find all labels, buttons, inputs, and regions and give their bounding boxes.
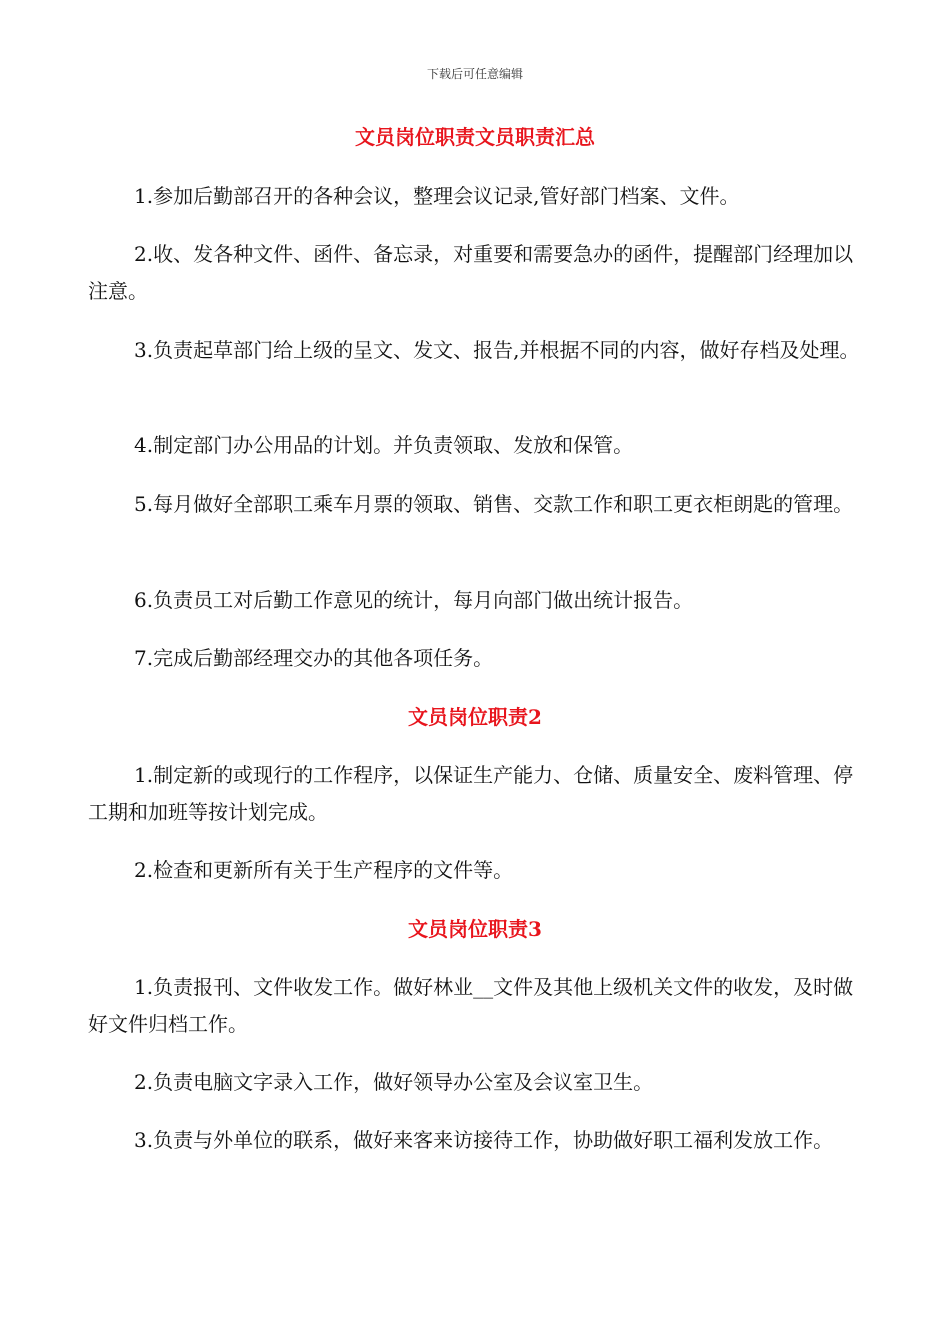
section-1-item-4: 4.制定部门办公用品的计划。并负责领取、发放和保管。 [134, 433, 634, 457]
section-2-item-2: 2.检查和更新所有关于生产程序的文件等。 [134, 858, 514, 882]
section-2-item-1: 1.制定新的或现行的工作程序，以保证生产能力、仓储、质量安全、废料管理、停工期和加班等按计划完成。 [88, 763, 854, 824]
section-title-3: 文员岗位职责3 [408, 917, 542, 941]
section-1-item-3: 3.负责起草部门给上级的呈文、发文、报告,并根据不同的内容，做好存档及处理。 [134, 338, 860, 362]
section-1-item-5: 5.每月做好全部职工乘车月票的领取、销售、交款工作和职工更衣柜朗匙的管理。 [134, 492, 854, 516]
section-title-1: 文员岗位职责文员职责汇总 [355, 125, 595, 149]
section-1-item-7: 7.完成后勤部经理交办的其他各项任务。 [134, 646, 494, 670]
section-1-item-1: 1.参加后勤部召开的各种会议，整理会议记录,管好部门档案、文件。 [134, 184, 740, 208]
section-3-item-3: 3.负责与外单位的联系，做好来客来访接待工作，协助做好职工福利发放工作。 [134, 1128, 834, 1152]
section-1-item-2: 2.收、发各种文件、函件、备忘录，对重要和需要急办的函件，提醒部门经理加以注意。 [88, 242, 854, 303]
section-1-item-6: 6.负责员工对后勤工作意见的统计，每月向部门做出统计报告。 [134, 588, 694, 612]
section-3-item-1: 1.负责报刊、文件收发工作。做好林业__文件及其他上级机关文件的收发，及时做好文件归档工作。 [88, 975, 854, 1036]
section-title-2: 文员岗位职责2 [408, 705, 542, 729]
section-3-item-2: 2.负责电脑文字录入工作，做好领导办公室及会议室卫生。 [134, 1070, 654, 1094]
header-note: 下载后可任意编辑 [426, 67, 523, 81]
